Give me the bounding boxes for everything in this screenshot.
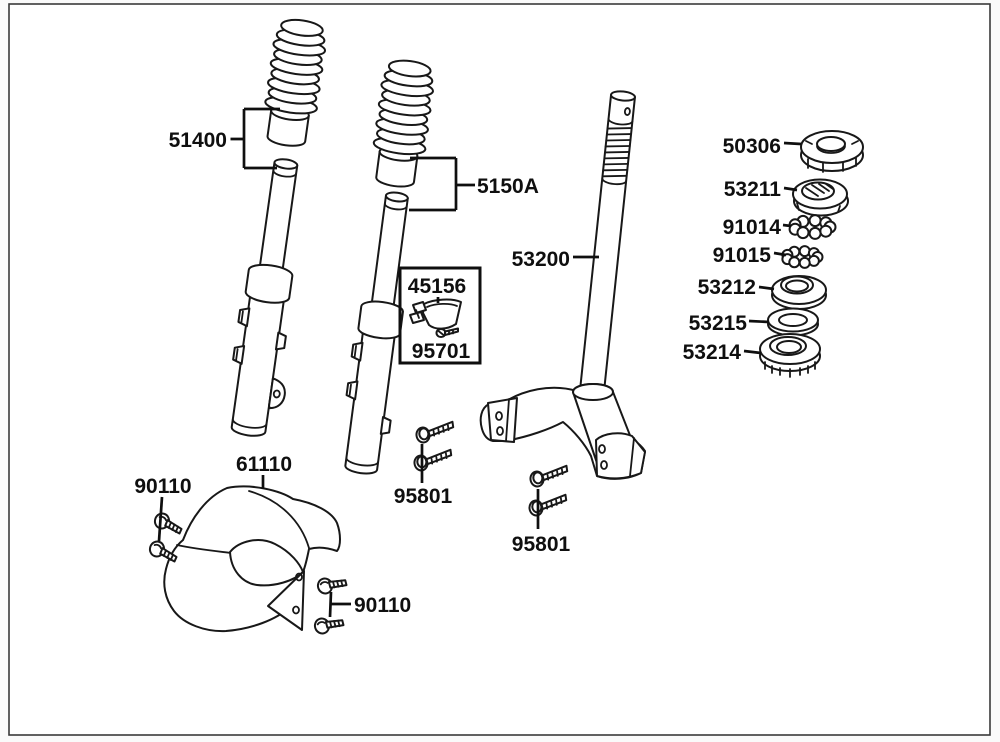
bearing-cone-upper-drawing (772, 276, 826, 309)
part-label-bridge-bolts-left: 95801 (393, 485, 453, 508)
part-label-balls-lower: 91015 (712, 244, 771, 267)
part-label-washer: 53215 (688, 312, 747, 335)
bearing-washer-drawing (768, 309, 818, 336)
diagram-border (9, 4, 990, 735)
part-label-fork-left: 51400 (168, 129, 227, 152)
part-label-fender-screws-left: 90110 (134, 475, 192, 498)
steering-stem-nut-drawing (801, 131, 863, 172)
part-label-cone-upper: 53212 (697, 276, 756, 299)
part-label-fork-right: 5150A (477, 175, 539, 198)
part-label-front-fender: 61110 (235, 453, 293, 476)
steering-top-thread-drawing (793, 180, 848, 216)
part-label-top-thread: 53211 (723, 178, 781, 201)
part-label-clamp-screw: 95701 (411, 340, 471, 363)
part-label-stem-nut: 50306 (722, 135, 781, 158)
part-label-race-lower: 53214 (682, 341, 741, 364)
part-label-steering-stem: 53200 (511, 248, 570, 271)
part-label-hose-clamp: 45156 (407, 275, 467, 298)
part-label-balls-upper: 91014 (722, 216, 781, 239)
part-label-fender-screws-right: 90110 (354, 594, 412, 617)
part-label-bridge-bolts-right: 95801 (511, 533, 571, 556)
